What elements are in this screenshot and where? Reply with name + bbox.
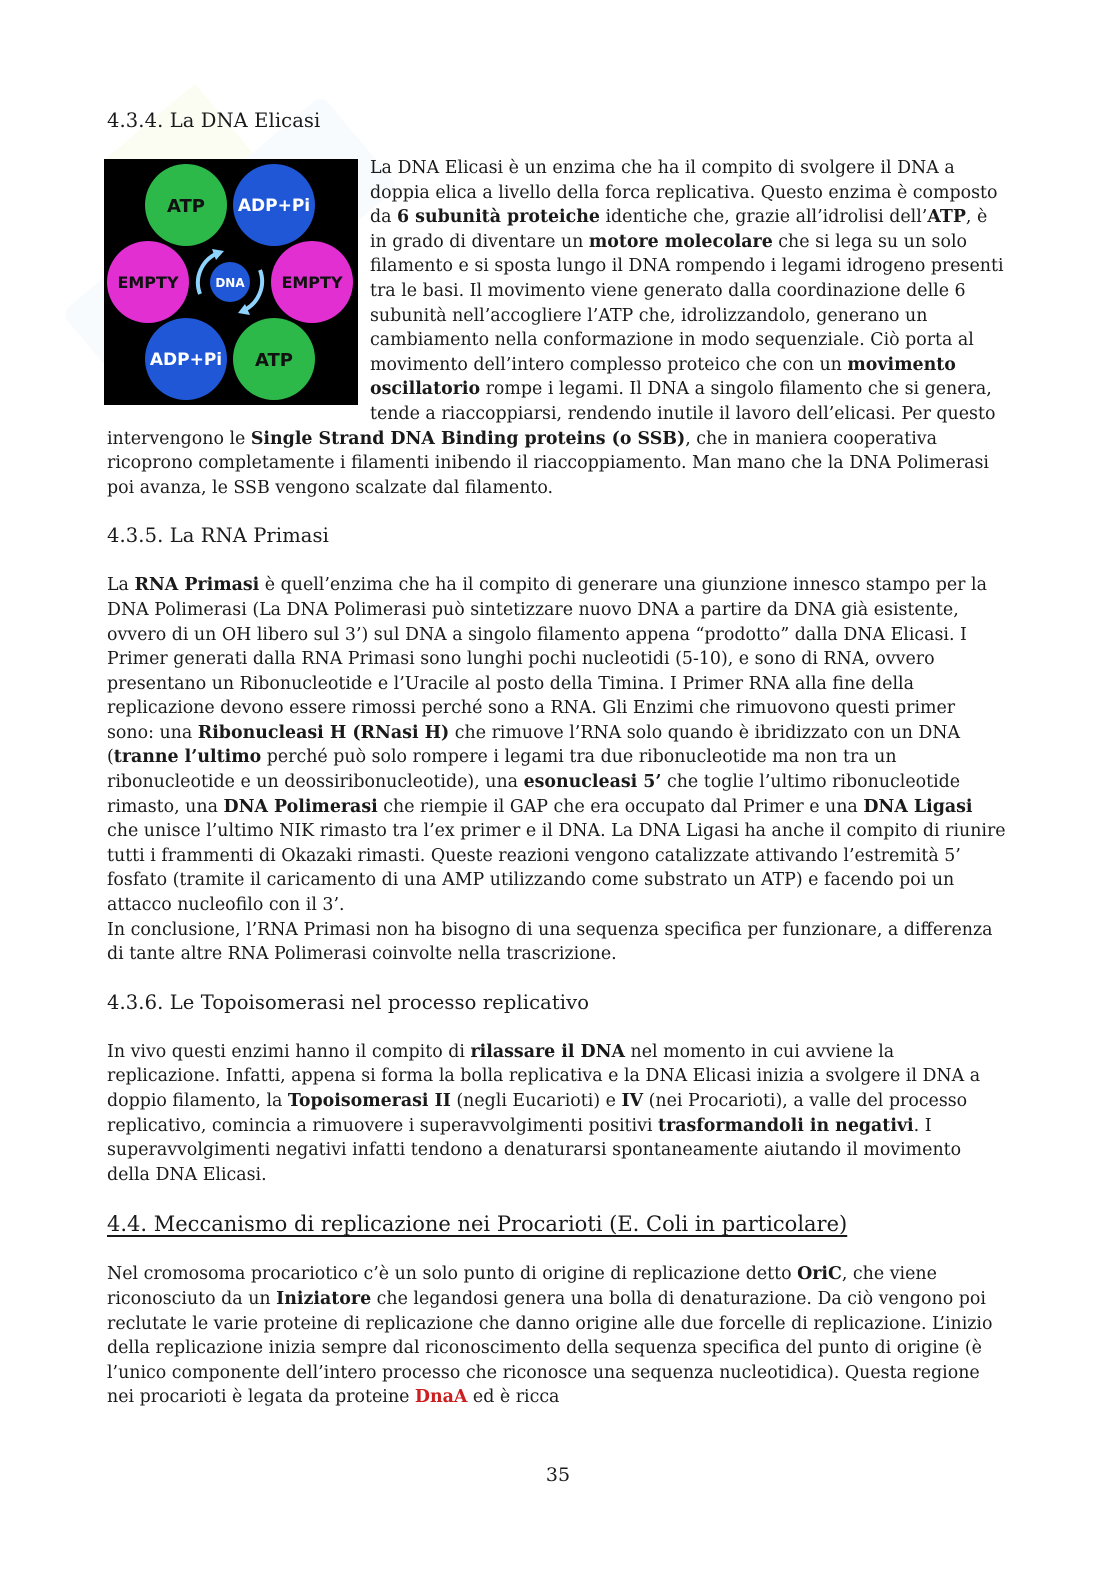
label-top-right: ADP+Pi [237, 196, 311, 216]
label-mid-left: EMPTY [117, 273, 179, 292]
heading-prokaryotes: 4.4. Meccanismo di replicazione nei Procarioti (E. Coli in particolare) [107, 1212, 848, 1237]
label-center: DNA [215, 276, 245, 290]
label-bottom-right: ATP [254, 350, 294, 371]
heading-topoisomerase: 4.3.6. Le Topoisomerasi nel processo replicativo [107, 990, 590, 1014]
paragraph-helicase: La DNA Elicasi è un enzima che ha il compito di svolgere il DNA a doppia elica a livello della forca replicativa. Questo enzima è composto da 6 subunità proteiche identiche che, grazie all’idrolisi dell’ATP, è in grado di diventare un motore molecolare che si lega su un solo filamento e si sposta lungo il DNA rompendo i legami idrogeno presenti tra le basi. Il movimento viene generato dalla coordinazione delle 6 subunità nell’accogliere l’ATP che, idrolizzandolo, generano un cambiamento nella conformazione in modo sequenziale. Ciò porta al movimento dell’intero complesso proteico che con un movimento oscillatorio rompe i legami. Il DNA a singolo filamento che si genera, tende a riaccoppiarsi, rendendo inutile il lavoro dell’elicasi. Per questo intervengono le Single Strand DNA Binding proteins (o SSB), che in maniera cooperativa ricoprono completamente i filamenti inibendo il riaccoppiamento. Man mano che la DNA Polimerasi poi avanza, le SSB vengono scalzate dal filamento. [107, 158, 1004, 498]
paragraph-primase: La RNA Primasi è quell’enzima che ha il compito di generare una giunzione innesco stampo per la DNA Polimerasi (La DNA Polimerasi può sintetizzare nuovo DNA a partire da DNA già esistente, ovvero di un OH libero sul 3’) sul DNA a singolo filamento appena “prodotto” dalla DNA Elicasi. I Primer generati dalla RNA Primasi sono lunghi pochi nucleotidi (5-10), e sono di RNA, ovvero presentano un Ribonucleotide e l’Uracile al posto della Timina. I Primer RNA alla fine della replicazione devono essere rimossi perché sono a RNA. Gli Enzimi che rimuovono questi primer sono: una Ribonucleasi H (RNasi H) che rimuove l’RNA solo quando è ibridizzato con un DNA (tranne l’ultimo perché può solo rompere i legami tra due ribonucleotide ma non tra un ribonucleotide e un deossiribonucleotide), una esonucleasi 5’ che toglie l’ultimo ribonucleotide rimasto, una DNA Polimerasi che riempie il GAP che era occupato dal Primer e una DNA Ligasi che unisce l’ultimo NIK rimasto tra l’ex primer e il DNA. La DNA Ligasi ha anche il compito di riunire tutti i frammenti di Okazaki rimasti. Queste reazioni vengono catalizzate attivando l’estremità 5’ fosfato (tramite il caricamento di una AMP utilizzando come substrato un ATP) e facendo poi un attacco nucleofilo con il 3’. [107, 575, 1006, 916]
paragraph-topoisomerase: In vivo questi enzimi hanno il compito di rilassare il DNA nel momento in cui avviene la replicazione. Infatti, appena si forma la bolla replicativa e la DNA Elicasi inizia a svolgere il DNA a doppio filamento, la Topoisomerasi II (negli Eucarioti) e IV (nei Procarioti), a valle del processo replicativo, comincia a rimuovere i superavvolgimenti positivi trasformandoli in negativi. I superavvolgimenti negativi infatti tendono a denaturarsi spontaneamente aiutando il movimento della DNA Elicasi. [107, 1041, 981, 1185]
paragraph-prokaryotes: Nel cromosoma procariotico c’è un solo punto di origine di replicazione detto OriC, che viene riconosciuto da un Iniziatore che legandosi genera una bolla di denaturazione. Da ciò vengono poi reclutate le varie proteine di replicazione che danno origine alle due forcelle di replicazione. L’inizio della replicazione inizia sempre dal riconoscimento della sequenza specifica del punto di origine (è l’unico componente dell’intero processo che riconosce una sequenza nucleotidica). Questa regione nei procarioti è legata da proteine DnaA ed è ricca [107, 1264, 993, 1408]
label-mid-right: EMPTY [281, 273, 343, 292]
label-top-left: ATP [166, 196, 206, 217]
helicase-figure [104, 159, 358, 405]
label-bottom-left: ADP+Pi [149, 350, 223, 370]
page-number: 35 [545, 1464, 571, 1486]
paragraph-primase-conclusion: In conclusione, l’RNA Primasi non ha bisogno di una sequenza specifica per funzionare, a differenza di tante altre RNA Polimerasi coinvolte nella trascrizione. [107, 919, 993, 965]
heading-primase: 4.3.5. La RNA Primasi [107, 524, 329, 548]
page-content [107, 108, 1007, 1410]
heading-helicase: 4.3.4. La DNA Elicasi [107, 109, 321, 132]
